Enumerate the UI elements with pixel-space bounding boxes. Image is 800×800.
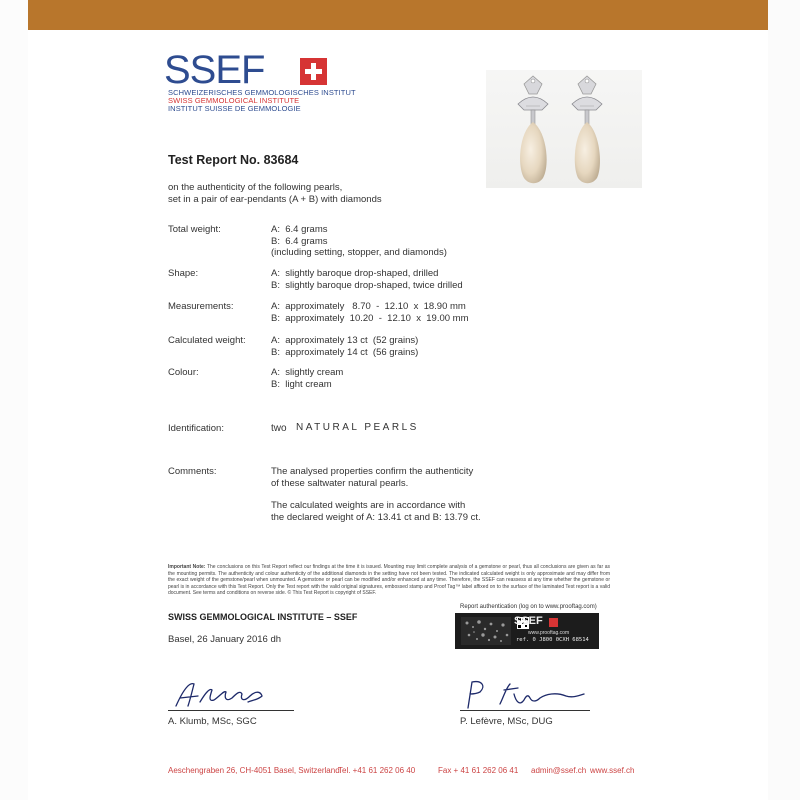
calculated-weight-label: Calculated weight: [168, 335, 246, 346]
right-margin [768, 0, 800, 800]
total-weight-b: B: 6.4 grams [271, 236, 328, 247]
proof-tag-reference: ref. 0 J800 0CXH 68514 [516, 637, 589, 643]
report-title: Test Report No. 83684 [168, 153, 299, 167]
comments-label: Comments: [168, 466, 217, 477]
proof-tag-bubbles-icon [459, 613, 515, 649]
institute-name-de: SCHWEIZERISCHES GEMMOLOGISCHES INSTITUT [168, 88, 356, 97]
proof-tag-cross-icon [549, 618, 558, 627]
identification-label: Identification: [168, 423, 224, 434]
signature-line-1 [168, 710, 294, 711]
comments-line-3: The calculated weights are in accordance with [271, 500, 466, 511]
place-date: Basel, 26 January 2016 dh [168, 634, 282, 645]
footer-website[interactable]: www.ssef.ch [590, 766, 635, 775]
swiss-cross-icon [300, 58, 327, 85]
footer-address: Aeschengraben 26, CH-4051 Basel, Switzerland [168, 766, 340, 775]
important-note-text: The conclusions on this Test Report reflect our findings at the time it is issued. Mounting may limit complete analysis of a gemstone or pearl, thus all conclusions are given as far as the mounting permits. The authenticity and colour authenticity of the additional diamonds in the setting have not been tested. The indicated calculated weight is only approximate and may differ from the exact weight of the gemstone/pearl when unmounted. A gemstone or pearl can be modified and/or enhanced at any time. Therefore, the SSEF can reassess at any time whether the gemstone or pearl is in accordance with this Test Report. Only the Test report with the valid original signatures, embossed stamp and Proof Tag™ label affixed on to the surface of the laminated Test report is a valid document. See terms and conditions on reverse side. © This Test Report is copyright of SSEF. [168, 564, 610, 596]
earrings-photo [486, 70, 642, 188]
measurements-label: Measurements: [168, 301, 234, 312]
comments-line-1: The analysed properties confirm the authenticity [271, 466, 474, 477]
colour-a: A: slightly cream [271, 367, 344, 378]
shape-label: Shape: [168, 268, 199, 279]
signature-lefevre [460, 676, 590, 712]
identification-prefix: two [271, 423, 287, 434]
institute-line: SWISS GEMMOLOGICAL INSTITUTE – SSEF [168, 612, 358, 622]
ssef-logo-text: SSEF [164, 48, 265, 92]
signature-line-2 [460, 710, 590, 711]
measurements-b: B: approximately 10.20 - 12.10 x 19.00 mm [271, 313, 469, 324]
earrings-illustration [486, 70, 642, 188]
institute-name-en: SWISS GEMMOLOGICAL INSTITUTE [168, 96, 300, 105]
proof-tag-url: www.prooftag.com [528, 630, 570, 636]
footer-fax: Fax + 41 61 262 06 41 [438, 766, 519, 775]
proof-tag-logo: SSEF [514, 615, 543, 627]
calculated-weight-a: A: approximately 13 ct (52 grains) [271, 335, 419, 346]
top-border [0, 0, 800, 30]
signer-1-name: A. Klumb, MSc, SGC [168, 716, 257, 727]
identification-value: NATURAL PEARLS [296, 422, 419, 433]
report-authentication-label: Report authentication (log on to www.prooftag.com) [460, 604, 597, 610]
total-weight-a: A: 6.4 grams [271, 224, 328, 235]
comments-line-4: the declared weight of A: 13.41 ct and B: 13.79 ct. [271, 512, 481, 523]
calculated-weight-b: B: approximately 14 ct (56 grains) [271, 347, 419, 358]
footer-tel: Tel. +41 61 262 06 40 [338, 766, 416, 775]
shape-b: B: slightly baroque drop-shaped, twice drilled [271, 280, 463, 291]
shape-a: A: slightly baroque drop-shaped, drilled [271, 268, 439, 279]
footer-email[interactable]: admin@ssef.ch [531, 766, 587, 775]
colour-b: B: light cream [271, 379, 332, 390]
left-margin [0, 0, 28, 800]
total-weight-label: Total weight: [168, 224, 221, 235]
important-note [168, 564, 610, 597]
signer-2-name: P. Lefèvre, MSc, DUG [460, 716, 553, 727]
institute-name-fr: INSTITUT SUISSE DE GEMMOLOGIE [168, 104, 301, 113]
report-intro-line-2: set in a pair of ear-pendants (A + B) with diamonds [168, 194, 382, 205]
comments-line-2: of these saltwater natural pearls. [271, 478, 409, 489]
total-weight-note: (including setting, stopper, and diamonds) [271, 247, 447, 258]
colour-label: Colour: [168, 367, 199, 378]
signature-klumb [170, 678, 280, 712]
important-note-heading: Important Note: [168, 564, 206, 570]
measurements-a: A: approximately 8.70 - 12.10 x 18.90 mm [271, 301, 466, 312]
report-intro-line-1: on the authenticity of the following pearls, [168, 182, 343, 193]
